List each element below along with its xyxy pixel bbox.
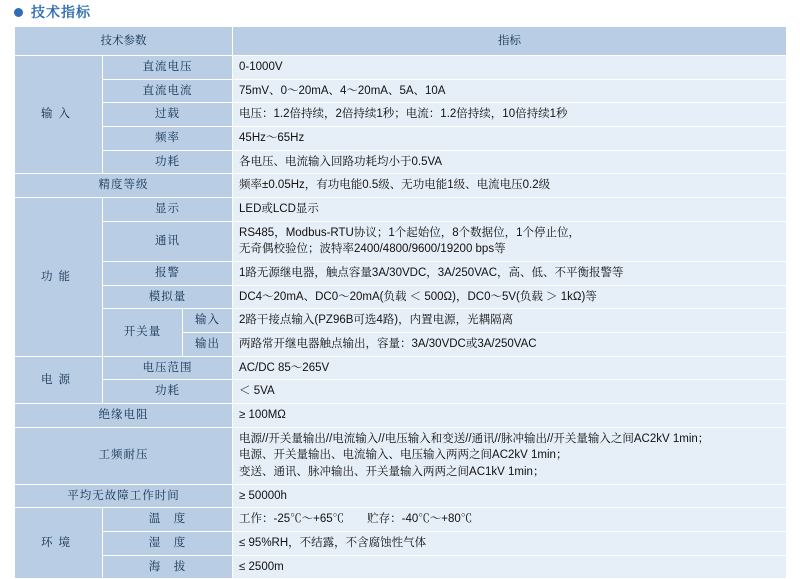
- table-row: [15, 404, 787, 428]
- row-value: ≤ 95%RH，不结露，不含腐蚀性气体: [233, 532, 787, 556]
- row-label: 功耗: [103, 150, 233, 174]
- table-row: [15, 380, 787, 404]
- row-label: 过载: [103, 103, 233, 127]
- group-label-power: 电源: [15, 356, 103, 403]
- row-value: ≤ 2500m: [233, 555, 787, 579]
- row-value: DC4～20mA、DC0～20mA(负载 ＜ 500Ω)，DC0～5V(负载 ＞ 1kΩ)等: [233, 285, 787, 309]
- row-label: 通讯: [103, 221, 233, 261]
- row-value: ＜ 5VA: [233, 380, 787, 404]
- row-label: 直流电流: [103, 79, 233, 103]
- row-value-line: 无奇偶校验位；波特率2400/4800/9600/19200 bps等: [239, 243, 506, 256]
- row-value: 各电压、电流输入回路功耗均小于0.5VA: [233, 150, 787, 174]
- group-label-environment: 环境: [15, 508, 103, 579]
- table-row: [15, 532, 787, 556]
- row-value: 电压：1.2倍持续，2倍持续1秒；电流：1.2倍持续，10倍持续1秒: [233, 103, 787, 127]
- group-label-function: 功能: [15, 198, 103, 357]
- table-row: [15, 309, 787, 333]
- table-row: [15, 262, 787, 286]
- group-label-insulation: 绝缘电阻: [15, 404, 233, 428]
- table-header-row: [15, 27, 787, 56]
- row-value: 工作：-25℃～+65℃ 贮存：-40℃～+80℃: [233, 508, 787, 532]
- row-value: ≥ 50000h: [233, 484, 787, 508]
- row-value-line: 电源//开关量输出//电流输入//电压输入和变送//通讯//脉冲输出//开关量输入之间AC2kV 1min；: [239, 432, 710, 445]
- section-title: [0, 0, 800, 26]
- row-value: 2路干接点输入(PZ96B可选4路)，内置电源，光耦隔离: [233, 309, 787, 333]
- table-row: [15, 427, 787, 484]
- row-label: 湿 度: [103, 532, 233, 556]
- row-value: 75mV、0～20mA、4～20mA、5A、10A: [233, 79, 787, 103]
- row-value: [233, 221, 787, 261]
- row-value: 0-1000V: [233, 56, 787, 80]
- spec-table: [14, 26, 787, 579]
- table-row: [15, 127, 787, 151]
- row-value: 1路无源继电器，触点容量3A/30VDC，3A/250VAC，高、低、不平衡报警等: [233, 262, 787, 286]
- row-value: LED或LCD显示: [233, 198, 787, 222]
- group-label-input: 输入: [15, 56, 103, 174]
- row-label: 频率: [103, 127, 233, 151]
- column-header-spec: 指标: [233, 27, 787, 56]
- table-row: [15, 555, 787, 579]
- row-value-line: 电源、开关量输出、电流输入、电压输入两两之间AC2kV 1min；: [239, 449, 568, 462]
- row-sublabel: 输出: [183, 333, 233, 357]
- row-label: 模拟量: [103, 285, 233, 309]
- row-label: 显示: [103, 198, 233, 222]
- group-label-mtbf: 平均无故障工作时间: [15, 484, 233, 508]
- bullet-icon: [14, 8, 23, 17]
- row-label: 电压范围: [103, 356, 233, 380]
- row-value: ≥ 100MΩ: [233, 404, 787, 428]
- table-row: [15, 484, 787, 508]
- column-header-parameter: 技术参数: [15, 27, 233, 56]
- row-sublabel: 输入: [183, 309, 233, 333]
- table-row: [15, 103, 787, 127]
- table-row: [15, 150, 787, 174]
- row-value: 两路常开继电器触点输出，容量：3A/30VDC或3A/250VAC: [233, 333, 787, 357]
- page-title: 技术指标: [31, 4, 91, 20]
- table-row: [15, 356, 787, 380]
- table-row: [15, 56, 787, 80]
- row-label: 温 度: [103, 508, 233, 532]
- group-label-accuracy: 精度等级: [15, 174, 233, 198]
- table-row: [15, 508, 787, 532]
- table-row: [15, 285, 787, 309]
- row-label: 功耗: [103, 380, 233, 404]
- row-label: 报警: [103, 262, 233, 286]
- table-row: [15, 221, 787, 261]
- row-label: 开关量: [103, 309, 183, 356]
- table-row: [15, 198, 787, 222]
- row-label: 直流电压: [103, 56, 233, 80]
- row-value: [233, 427, 787, 484]
- row-value: 频率±0.05Hz，有功电能0.5级、无功电能1级、电流电压0.2级: [233, 174, 787, 198]
- row-value-line: RS485，Modbus-RTU协议；1个起始位，8个数据位，1个停止位，: [239, 226, 581, 239]
- table-row: [15, 174, 787, 198]
- row-value-line: 变送、通讯、脉冲输出、开关量输入两两之间AC1kV 1min；: [239, 466, 545, 479]
- row-value: AC/DC 85～265V: [233, 356, 787, 380]
- row-label: 海 拔: [103, 555, 233, 579]
- group-label-withstand: 工频耐压: [15, 427, 233, 484]
- table-row: [15, 79, 787, 103]
- row-value: 45Hz～65Hz: [233, 127, 787, 151]
